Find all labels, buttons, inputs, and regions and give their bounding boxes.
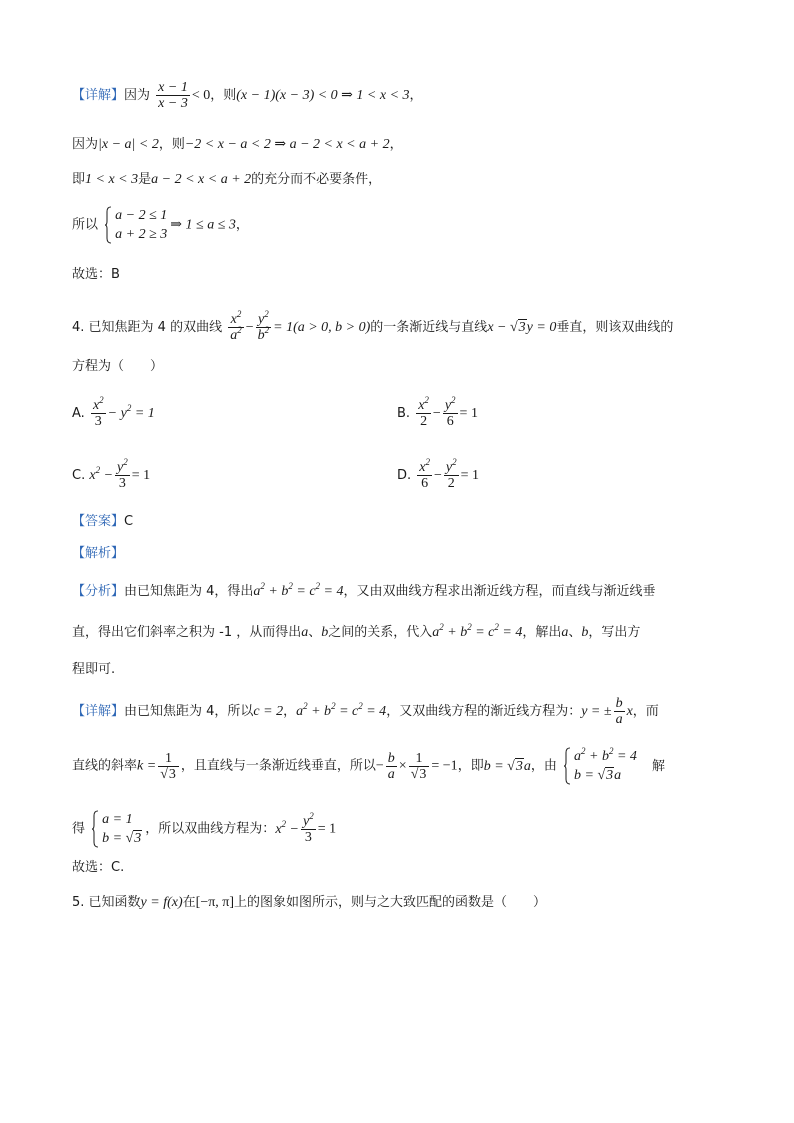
equation-system-1: $a^2 + b^2 = 4$ b = √3a <box>564 747 637 785</box>
fraction-x-1-over-x-3: $\frac{x - 1}{x - 3}$ <box>158 80 188 111</box>
text-segment: 由已知焦距为 4，得出 <box>124 584 254 599</box>
text-segment: 程即可. <box>72 662 116 677</box>
text-segment: ，解出 <box>522 625 562 640</box>
fraction-x2-3: $\frac{x^2}{3}$ <box>92 395 104 429</box>
fraction-y2-6: $\frac{y^2}{6}$ <box>444 395 456 429</box>
inequality-system: a − 2 ≤ 1 a + 2 ≥ 3 <box>105 206 167 244</box>
detail-line-2: 因为|x − a| < 2，则−2 < x − a < 2 ⇒ a − 2 < x < a + 2， <box>72 137 403 152</box>
fenxi-tag: 【分析】 <box>72 584 125 599</box>
text-segment: 得 <box>72 821 86 837</box>
fraction-x2-2: $\frac{x^2}{2}$ <box>418 395 429 429</box>
analysis-line <box>72 544 124 564</box>
fraction-x2-6: $\frac{x^2}{6}$ <box>419 457 431 491</box>
fraction-1-sqrt3: $\frac{1}{√3}$ <box>158 751 179 782</box>
option-c-label: C. <box>72 468 86 483</box>
xiangjie-line-3: 得 a = 1 b = √3 ，所以双曲线方程为：$x^2$ − $\frac{y^2}{3}$ = 1 <box>72 810 337 846</box>
option-a[interactable]: A. $\frac{x^2}{3}$ − $y^2 = 1$ <box>72 395 155 429</box>
fraction-x2-a2: $\frac{x^2}{a^2}$ <box>230 309 242 343</box>
question-4-stem-2: 方程为（ ） <box>72 359 164 374</box>
detail-line-1: 【详解】因为 $\frac{x - 1}{x - 3}$ < 0，则(x − 1)(x − 3) < 0 ⇒ 1 < x < 3， <box>72 80 423 111</box>
text-segment: 在 <box>182 895 196 910</box>
analysis-label: 【解析】 <box>72 546 125 561</box>
text-segment: 上的图象如图所示，则与之大致匹配的函数是（ ） <box>234 895 547 910</box>
text-segment: ，且直线与一条渐近线垂直，所以 <box>180 758 376 774</box>
detail-tag: 【详解】 <box>72 88 125 103</box>
question-4-stem: 4. 已知焦距为 4 的双曲线 <box>72 320 223 335</box>
text-segment: 即 <box>72 172 86 187</box>
text-segment: ，写出方 <box>588 625 641 640</box>
detail-line-4: 所以 a − 2 ≤ 1 a + 2 ≥ 3 ⇒ 1 ≤ a ≤ 3， <box>72 208 249 242</box>
fraction-y2-3-b: $\frac{y^2}{3}$ <box>302 810 314 845</box>
answer-line <box>72 512 133 532</box>
left-brace-icon <box>105 206 112 244</box>
choice-result: 故选：B <box>72 267 120 282</box>
left-brace-icon <box>564 747 571 785</box>
text-segment: ，则 <box>210 88 237 103</box>
fraction-1-sqrt3-2: $\frac{1}{√3}$ <box>409 751 430 782</box>
option-b-label: B. <box>397 406 411 421</box>
question-4-line-2 <box>72 357 163 377</box>
left-brace-icon <box>92 810 99 848</box>
xiangjie-tag: 【详解】 <box>72 704 125 719</box>
text-segment: ， <box>235 217 249 233</box>
text-segment: ， <box>389 137 403 152</box>
text-segment: 直线的斜率 <box>72 758 138 774</box>
text-segment: 的充分而不必要条件， <box>251 172 382 187</box>
text-segment: ，而 <box>632 704 659 719</box>
text-segment: ，又由双曲线方程求出渐近线方程，而直线与渐近线垂 <box>343 584 656 599</box>
text-segment: 由已知焦距为 4，所以 <box>124 704 254 719</box>
answer-label: 【答案】 <box>72 514 125 529</box>
answer-value: C <box>124 514 134 529</box>
question-4-line-1: 4. 已知焦距为 4 的双曲线 $\frac{x^2}{a^2}$ − $\frac{y^2}{b^2}$ = 1(a > 0, b > 0)的一条渐近线与直线x − √3y = 0垂直，则该双曲线的 <box>72 309 674 343</box>
option-d-label: D. <box>397 468 412 483</box>
option-b[interactable]: B. $\frac{x^2}{2}$ − $\frac{y^2}{6}$ = 1 <box>397 395 478 429</box>
choice-result: 故选：C. <box>72 860 125 875</box>
fraction-y2-2: $\frac{y^2}{2}$ <box>445 457 457 491</box>
text-segment: ，所以双曲线方程为： <box>145 821 276 837</box>
fraction-y2-b2: $\frac{y^2}{b^2}$ <box>257 309 270 343</box>
text-segment: 解 <box>652 758 666 774</box>
fenxi-line-1: 【分析】由已知焦距为 4，得出$a^2 + b^2 = c^2 = 4$，又由双曲线方程求出渐近线方程，而直线与渐近线垂 <box>72 581 656 599</box>
fraction-b-a: $\frac{b}{a}$ <box>615 696 623 727</box>
option-a-label: A. <box>72 406 85 421</box>
fraction-b-a-2: $\frac{b}{a}$ <box>387 750 395 782</box>
text-segment: ，由 <box>530 758 557 774</box>
text-segment: 之间的关系，代入 <box>328 625 433 640</box>
text-segment: 所以 <box>72 217 99 233</box>
text-segment: ，则 <box>158 137 185 152</box>
text-segment: 因为 <box>124 88 151 103</box>
xiangjie-line-4 <box>72 858 124 878</box>
question-5-stem: 5. 已知函数 <box>72 895 141 910</box>
detail-line-3: 即1 < x < 3是a − 2 < x < a + 2的充分而不必要条件， <box>72 172 382 187</box>
xiangjie-line-2: 直线的斜率k = $\frac{1}{√3}$ ，且直线与一条渐近线垂直，所以− $\frac{b}{a}$ × $\frac{1}{√3}$ = −1，即b = √3a，由 $a^2 + b^2 = 4$ b = √3a 解 <box>72 746 666 783</box>
option-d[interactable]: D. $\frac{x^2}{6}$ − $\frac{y^2}{2}$ = 1 <box>397 457 480 491</box>
text-segment: 因为 <box>72 137 99 152</box>
question-5-line: 5. 已知函数y = f(x)在[−π, π]上的图象如图所示，则与之大致匹配的函数是（ ） <box>72 895 547 910</box>
option-c[interactable]: C. $x^2$ − $\frac{y^2}{3}$ = 1 <box>72 457 151 491</box>
text-segment: 的一条渐近线与直线 <box>370 320 488 335</box>
fenxi-line-3 <box>72 660 115 680</box>
text-segment: 垂直，则该双曲线的 <box>556 320 674 335</box>
fenxi-line-2: 直，得出它们斜率之积为 -1 ，从而得出a、b之间的关系，代入$a^2 + b^2 = c^2 = 4$，解出a、b，写出方 <box>72 622 641 640</box>
text-segment: ，即 <box>457 758 484 774</box>
text-segment: ，又双曲线方程的渐近线方程为： <box>386 704 582 719</box>
text-segment: 直，得出它们斜率之积为 -1 ，从而得出 <box>72 625 302 640</box>
fraction-y2-3: $\frac{y^2}{3}$ <box>117 457 128 491</box>
xiangjie-line-1: 【详解】由已知焦距为 4，所以c = 2，$a^2 + b^2 = c^2 = 4$，又双曲线方程的渐近线方程为：y = ± $\frac{b}{a}$ x，而 <box>72 696 659 727</box>
equation-system-2: a = 1 b = √3 <box>92 810 142 848</box>
text-segment: 是 <box>138 172 152 187</box>
detail-line-5 <box>72 265 120 285</box>
